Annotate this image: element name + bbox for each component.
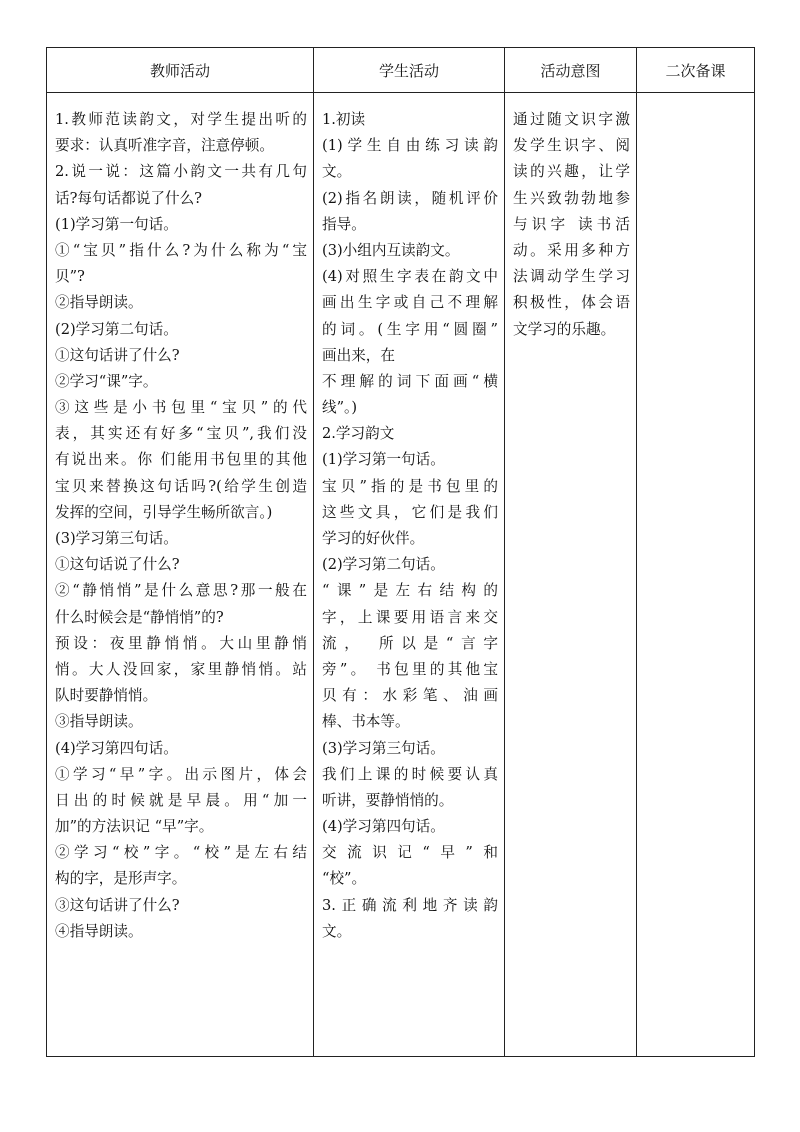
teacher-activity-line: ①“宝贝”指什么?为什么称为“宝 xyxy=(55,241,307,259)
teacher-activity-line: ③指导朗读。 xyxy=(55,713,143,731)
student-activity-line: 文。 xyxy=(322,922,352,940)
activity-intent-line: 法调动学生学习 xyxy=(513,268,630,286)
teacher-activity-line: 构的字，是形声字。 xyxy=(55,870,187,888)
teacher-activity-line: 1.教师范读韵文，对学生提出听的 xyxy=(55,111,307,128)
teacher-activity-line: ③这句话讲了什么? xyxy=(55,896,180,914)
teacher-activity-line: ①这句话说了什么? xyxy=(55,556,180,574)
teacher-activity-line: 什么时候会是“静悄悄”的? xyxy=(55,608,224,626)
content-row xyxy=(47,93,755,1057)
student-activity-line: 字，上课要用语言来交 xyxy=(322,608,498,626)
teacher-activity-line: 预设：夜里静悄悄。大山里静悄 xyxy=(55,634,307,652)
student-activity-line: 画出来，在 xyxy=(322,346,395,364)
activity-intent-line: 积极性，体会语 xyxy=(513,294,630,312)
teacher-activity-line: 发挥的空间，引导学生畅所欲言。) xyxy=(55,503,273,521)
student-activity-line: 宝贝”指的是书包里的 xyxy=(322,477,498,495)
student-activity-line: “校”。 xyxy=(322,870,367,888)
teacher-activity-line: ③这些是小书包里“宝贝”的代 xyxy=(55,399,307,417)
teacher-activity-line: (1)学习第一句话。 xyxy=(55,215,178,233)
student-activity-line: (2)指名朗读，随机评价 xyxy=(322,189,498,207)
student-activity-line: (2)学习第二句话。 xyxy=(322,556,445,574)
student-activity-line: (4)对照生字表在韵文中 xyxy=(322,268,498,286)
header-teacher-activity: 教师活动 xyxy=(47,48,314,93)
teacher-activity-line: 加”的方法识记 “早”字。 xyxy=(55,818,214,836)
teacher-activity-line: (3)学习第三句话。 xyxy=(55,530,178,547)
teacher-activity-line: 有说出来。你 们能用书包里的其他 xyxy=(55,451,307,469)
header-student-activity: 学生活动 xyxy=(314,48,505,93)
student-activity-line: (1)学习第一句话。 xyxy=(322,451,445,469)
activity-intent-cell xyxy=(505,93,637,1057)
teacher-activity-line: ②学习“校”字。“校”是左右结 xyxy=(55,844,307,862)
header-second-preparation: 二次备课 xyxy=(637,48,755,93)
student-activity-line: 指导。 xyxy=(322,215,366,233)
student-activity-line: 贝有：水彩笔、油画 xyxy=(322,687,498,705)
teacher-activity-line: 2.说一说：这篇小韵文一共有几句 xyxy=(55,163,307,181)
activity-intent-line: 与识字 读书活 xyxy=(513,215,630,233)
teacher-activity-line: 队时要静悄悄。 xyxy=(55,687,158,705)
student-activity-line: 这些文具，它们是我们 xyxy=(322,503,498,521)
second-preparation-cell xyxy=(637,93,755,1057)
student-activity-line: (1)学生自由练习读韵 xyxy=(322,137,498,155)
student-activity-line: 旁”。 书包里的其他宝 xyxy=(322,660,498,678)
student-activity-line: 文。 xyxy=(322,163,352,181)
teacher-activity-line: 悄。大人没回家，家里静悄悄。站 xyxy=(55,660,307,678)
header-activity-intent: 活动意图 xyxy=(505,48,637,93)
teacher-activity-line: (2)学习第二句话。 xyxy=(55,320,178,338)
student-activity-line: 1.初读 xyxy=(322,111,366,128)
student-activity-text xyxy=(314,93,504,945)
student-activity-line: (3)小组内互读韵文。 xyxy=(322,241,460,259)
teacher-activity-line: ②“静悄悄”是什么意思?那一般在 xyxy=(55,582,307,600)
student-activity-cell xyxy=(314,93,505,1057)
teacher-activity-line: (4)学习第四句话。 xyxy=(55,739,178,757)
teacher-activity-line: 宝贝来替换这句话吗?(给学生创造 xyxy=(55,477,307,495)
teacher-activity-text xyxy=(47,93,313,945)
teacher-activity-line: ④指导朗读。 xyxy=(55,922,143,940)
activity-intent-line: 动。采用多种方 xyxy=(513,241,630,259)
student-activity-line: 2.学习韵文 xyxy=(322,425,395,443)
student-activity-line: 我们上课的时候要认真 xyxy=(322,765,498,783)
student-activity-line: 3.正确流利地齐读韵 xyxy=(322,896,498,914)
student-activity-line: (3)学习第三句话。 xyxy=(322,739,445,757)
activity-intent-line: 发学生识字、阅 xyxy=(513,137,630,155)
activity-intent-line: 读的兴趣，让学 xyxy=(513,163,630,181)
student-activity-line: 学习的好伙伴。 xyxy=(322,530,425,547)
student-activity-line: 线”。) xyxy=(322,399,358,417)
activity-intent-text xyxy=(505,93,636,343)
student-activity-line: (4)学习第四句话。 xyxy=(322,818,445,836)
student-activity-line: “课”是左右结构的 xyxy=(322,582,498,600)
teacher-activity-line: 要求：认真听准字音，注意停顿。 xyxy=(55,137,274,155)
teacher-activity-line: ①学习“早”字。出示图片，体会 xyxy=(55,765,307,783)
teacher-activity-line: 日出的时候就是早晨。用“加一 xyxy=(55,791,307,809)
lesson-plan-table xyxy=(46,47,755,1057)
student-activity-line: 听讲，要静悄悄的。 xyxy=(322,791,454,809)
student-activity-line: 交流识记“早”和 xyxy=(322,844,498,862)
activity-intent-line: 生兴致勃勃地参 xyxy=(513,189,630,207)
student-activity-line: 棒、书本等。 xyxy=(322,713,410,731)
teacher-activity-line: ①这句话讲了什么? xyxy=(55,346,180,364)
teacher-activity-line: 贝”? xyxy=(55,268,85,286)
activity-intent-line: 通过随文识字激 xyxy=(513,111,630,128)
second-preparation-text xyxy=(637,93,754,107)
teacher-activity-line: 话?每句话都说了什么? xyxy=(55,189,202,207)
student-activity-line: 不理解的词下面画“横 xyxy=(322,372,498,390)
header-row xyxy=(47,48,755,93)
teacher-activity-cell xyxy=(47,93,314,1057)
teacher-activity-line: ②指导朗读。 xyxy=(55,294,143,312)
teacher-activity-line: 表，其实还有好多“宝贝”,我们没 xyxy=(55,425,307,443)
activity-intent-line: 文学习的乐趣。 xyxy=(513,320,616,338)
teacher-activity-line: ②学习“课”字。 xyxy=(55,372,158,390)
student-activity-line: 的词。(生字用“圆圈” xyxy=(322,320,498,338)
student-activity-line: 画出生字或自己不理解 xyxy=(322,294,498,312)
student-activity-line: 流， 所以是“言字 xyxy=(322,634,498,652)
